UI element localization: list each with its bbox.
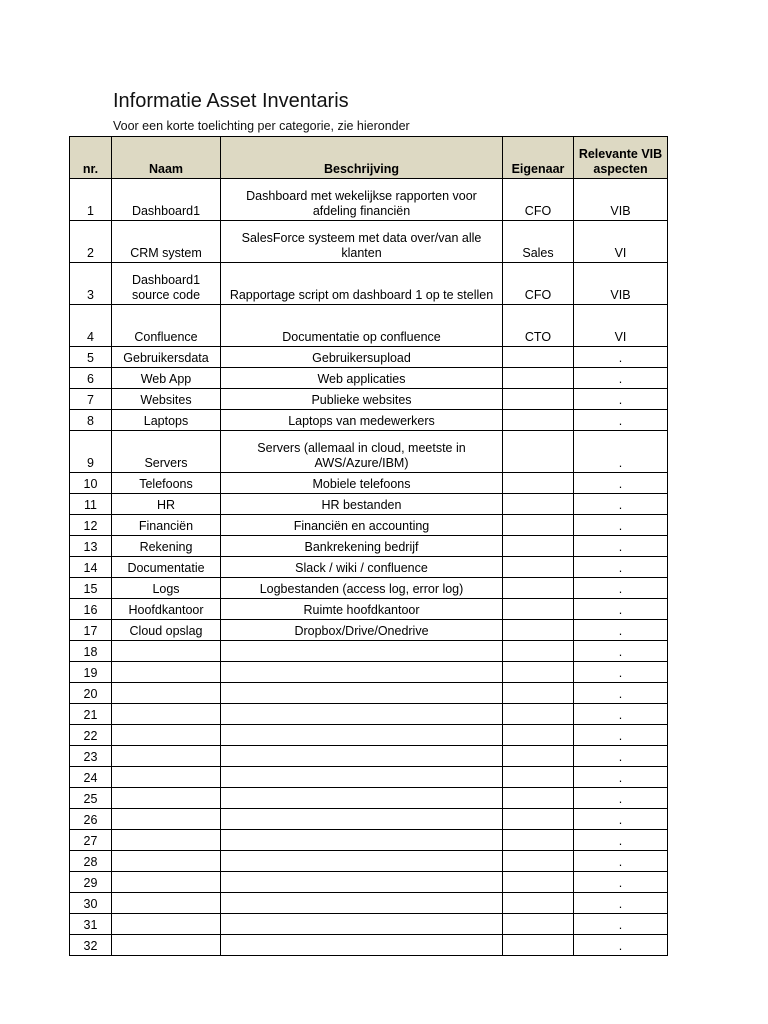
cell-nr: 29	[70, 872, 112, 893]
cell-beschrijving	[221, 641, 503, 662]
cell-beschrijving	[221, 746, 503, 767]
table-body	[70, 179, 668, 956]
table-row	[70, 851, 668, 872]
cell-vib: .	[574, 473, 668, 494]
cell-naam	[112, 725, 221, 746]
cell-naam	[112, 872, 221, 893]
table-row	[70, 368, 668, 389]
table-row	[70, 683, 668, 704]
page-title: Informatie Asset Inventaris	[113, 90, 349, 112]
table-row	[70, 788, 668, 809]
cell-naam	[112, 914, 221, 935]
cell-beschrijving: Financiën en accounting	[221, 515, 503, 536]
cell-beschrijving: Dropbox/Drive/Onedrive	[221, 620, 503, 641]
cell-naam	[112, 893, 221, 914]
cell-naam: Financiën	[112, 515, 221, 536]
cell-vib: .	[574, 389, 668, 410]
cell-eigenaar	[503, 557, 574, 578]
cell-eigenaar	[503, 389, 574, 410]
table-row	[70, 473, 668, 494]
cell-eigenaar	[503, 515, 574, 536]
cell-beschrijving: Gebruikersupload	[221, 347, 503, 368]
header-vib-aspecten: Relevante VIB aspecten	[574, 137, 668, 179]
cell-naam	[112, 746, 221, 767]
cell-nr: 22	[70, 725, 112, 746]
cell-beschrijving	[221, 830, 503, 851]
table-row	[70, 410, 668, 431]
table-row	[70, 767, 668, 788]
cell-nr: 21	[70, 704, 112, 725]
table-row	[70, 872, 668, 893]
cell-beschrijving: Dashboard met wekelijkse rapporten voor afdeling financiën	[221, 179, 503, 221]
table-row	[70, 893, 668, 914]
cell-naam	[112, 830, 221, 851]
cell-vib: .	[574, 431, 668, 473]
table-row	[70, 830, 668, 851]
cell-naam	[112, 683, 221, 704]
cell-vib: .	[574, 683, 668, 704]
cell-beschrijving: Ruimte hoofdkantoor	[221, 599, 503, 620]
cell-beschrijving: HR bestanden	[221, 494, 503, 515]
cell-eigenaar	[503, 704, 574, 725]
cell-naam: Dashboard1	[112, 179, 221, 221]
cell-naam: Websites	[112, 389, 221, 410]
cell-beschrijving: Publieke websites	[221, 389, 503, 410]
table-row	[70, 431, 668, 473]
cell-eigenaar	[503, 431, 574, 473]
cell-beschrijving: Mobiele telefoons	[221, 473, 503, 494]
cell-nr: 8	[70, 410, 112, 431]
cell-nr: 9	[70, 431, 112, 473]
cell-nr: 18	[70, 641, 112, 662]
cell-naam	[112, 641, 221, 662]
cell-vib: .	[574, 914, 668, 935]
cell-vib: .	[574, 893, 668, 914]
cell-eigenaar	[503, 935, 574, 956]
cell-nr: 13	[70, 536, 112, 557]
cell-naam: Gebruikersdata	[112, 347, 221, 368]
cell-naam	[112, 767, 221, 788]
cell-nr: 10	[70, 473, 112, 494]
cell-eigenaar	[503, 578, 574, 599]
cell-naam	[112, 704, 221, 725]
cell-naam	[112, 851, 221, 872]
cell-vib: .	[574, 767, 668, 788]
cell-nr: 32	[70, 935, 112, 956]
cell-vib: VI	[574, 305, 668, 347]
page-subtitle: Voor een korte toelichting per categorie, zie hieronder	[113, 119, 410, 133]
cell-naam: CRM system	[112, 221, 221, 263]
cell-naam: Rekening	[112, 536, 221, 557]
cell-beschrijving	[221, 872, 503, 893]
table-header-row	[70, 137, 668, 179]
cell-nr: 31	[70, 914, 112, 935]
cell-eigenaar: CFO	[503, 263, 574, 305]
cell-vib: .	[574, 536, 668, 557]
cell-vib: .	[574, 830, 668, 851]
cell-vib: .	[574, 494, 668, 515]
table-row	[70, 179, 668, 221]
cell-beschrijving	[221, 893, 503, 914]
table-row	[70, 494, 668, 515]
cell-eigenaar	[503, 683, 574, 704]
cell-beschrijving	[221, 767, 503, 788]
cell-beschrijving	[221, 788, 503, 809]
cell-eigenaar	[503, 599, 574, 620]
cell-nr: 6	[70, 368, 112, 389]
cell-eigenaar: Sales	[503, 221, 574, 263]
cell-nr: 11	[70, 494, 112, 515]
cell-naam: Logs	[112, 578, 221, 599]
cell-nr: 27	[70, 830, 112, 851]
cell-vib: .	[574, 872, 668, 893]
header-beschrijving: Beschrijving	[221, 137, 503, 179]
cell-beschrijving	[221, 704, 503, 725]
cell-naam	[112, 809, 221, 830]
table-row	[70, 725, 668, 746]
table-row	[70, 746, 668, 767]
cell-vib: .	[574, 851, 668, 872]
cell-vib: VI	[574, 221, 668, 263]
table-row	[70, 935, 668, 956]
cell-vib: .	[574, 788, 668, 809]
cell-beschrijving: Logbestanden (access log, error log)	[221, 578, 503, 599]
cell-vib: .	[574, 620, 668, 641]
cell-eigenaar	[503, 809, 574, 830]
cell-nr: 30	[70, 893, 112, 914]
cell-nr: 26	[70, 809, 112, 830]
cell-beschrijving	[221, 851, 503, 872]
header-eigenaar: Eigenaar	[503, 137, 574, 179]
cell-nr: 20	[70, 683, 112, 704]
cell-nr: 24	[70, 767, 112, 788]
cell-nr: 2	[70, 221, 112, 263]
cell-nr: 12	[70, 515, 112, 536]
cell-naam: Dashboard1 source code	[112, 263, 221, 305]
cell-eigenaar	[503, 725, 574, 746]
cell-beschrijving	[221, 662, 503, 683]
cell-vib: .	[574, 725, 668, 746]
table-row	[70, 914, 668, 935]
cell-naam: Confluence	[112, 305, 221, 347]
cell-beschrijving: Laptops van medewerkers	[221, 410, 503, 431]
cell-nr: 5	[70, 347, 112, 368]
cell-vib: .	[574, 515, 668, 536]
cell-eigenaar	[503, 746, 574, 767]
cell-nr: 1	[70, 179, 112, 221]
cell-naam: Telefoons	[112, 473, 221, 494]
cell-naam: Web App	[112, 368, 221, 389]
table-row	[70, 578, 668, 599]
table-row	[70, 641, 668, 662]
cell-beschrijving	[221, 935, 503, 956]
cell-eigenaar: CTO	[503, 305, 574, 347]
cell-nr: 17	[70, 620, 112, 641]
cell-eigenaar	[503, 536, 574, 557]
header-naam: Naam	[112, 137, 221, 179]
cell-eigenaar	[503, 914, 574, 935]
cell-nr: 4	[70, 305, 112, 347]
cell-eigenaar	[503, 893, 574, 914]
cell-beschrijving: Rapportage script om dashboard 1 op te stellen	[221, 263, 503, 305]
cell-naam: Laptops	[112, 410, 221, 431]
header-nr: nr.	[70, 137, 112, 179]
cell-vib: .	[574, 935, 668, 956]
table-row	[70, 620, 668, 641]
cell-nr: 25	[70, 788, 112, 809]
asset-inventory-table	[69, 136, 668, 956]
cell-nr: 15	[70, 578, 112, 599]
cell-vib: .	[574, 809, 668, 830]
cell-vib: .	[574, 578, 668, 599]
table-row	[70, 305, 668, 347]
table-row	[70, 662, 668, 683]
table-row	[70, 599, 668, 620]
table-row	[70, 704, 668, 725]
cell-beschrijving: Bankrekening bedrijf	[221, 536, 503, 557]
cell-nr: 23	[70, 746, 112, 767]
cell-beschrijving	[221, 914, 503, 935]
cell-beschrijving: SalesForce systeem met data over/van alle klanten	[221, 221, 503, 263]
cell-vib: .	[574, 347, 668, 368]
cell-vib: .	[574, 704, 668, 725]
cell-naam: HR	[112, 494, 221, 515]
cell-nr: 3	[70, 263, 112, 305]
cell-naam: Documentatie	[112, 557, 221, 578]
cell-eigenaar	[503, 473, 574, 494]
cell-eigenaar	[503, 872, 574, 893]
cell-eigenaar	[503, 347, 574, 368]
cell-beschrijving	[221, 809, 503, 830]
table-row	[70, 809, 668, 830]
cell-vib: .	[574, 599, 668, 620]
cell-eigenaar	[503, 410, 574, 431]
cell-beschrijving: Servers (allemaal in cloud, meetste in AWS/Azure/IBM)	[221, 431, 503, 473]
cell-nr: 7	[70, 389, 112, 410]
table-row	[70, 557, 668, 578]
cell-vib: .	[574, 641, 668, 662]
cell-eigenaar	[503, 851, 574, 872]
cell-nr: 14	[70, 557, 112, 578]
cell-naam	[112, 662, 221, 683]
table-row	[70, 263, 668, 305]
cell-eigenaar	[503, 620, 574, 641]
cell-beschrijving: Slack / wiki / confluence	[221, 557, 503, 578]
table-row	[70, 347, 668, 368]
cell-nr: 28	[70, 851, 112, 872]
cell-eigenaar: CFO	[503, 179, 574, 221]
cell-naam: Hoofdkantoor	[112, 599, 221, 620]
table-row	[70, 221, 668, 263]
cell-vib: .	[574, 557, 668, 578]
cell-nr: 19	[70, 662, 112, 683]
cell-vib: .	[574, 410, 668, 431]
cell-eigenaar	[503, 494, 574, 515]
cell-eigenaar	[503, 788, 574, 809]
cell-beschrijving: Web applicaties	[221, 368, 503, 389]
cell-beschrijving: Documentatie op confluence	[221, 305, 503, 347]
table-row	[70, 515, 668, 536]
table-row	[70, 389, 668, 410]
cell-eigenaar	[503, 830, 574, 851]
cell-vib: .	[574, 662, 668, 683]
table-row	[70, 536, 668, 557]
cell-nr: 16	[70, 599, 112, 620]
cell-naam	[112, 788, 221, 809]
cell-eigenaar	[503, 641, 574, 662]
cell-eigenaar	[503, 368, 574, 389]
cell-naam	[112, 935, 221, 956]
cell-beschrijving	[221, 683, 503, 704]
cell-eigenaar	[503, 662, 574, 683]
cell-vib: .	[574, 746, 668, 767]
cell-beschrijving	[221, 725, 503, 746]
cell-naam: Servers	[112, 431, 221, 473]
cell-vib: VIB	[574, 179, 668, 221]
cell-vib: VIB	[574, 263, 668, 305]
cell-vib: .	[574, 368, 668, 389]
cell-eigenaar	[503, 767, 574, 788]
cell-naam: Cloud opslag	[112, 620, 221, 641]
